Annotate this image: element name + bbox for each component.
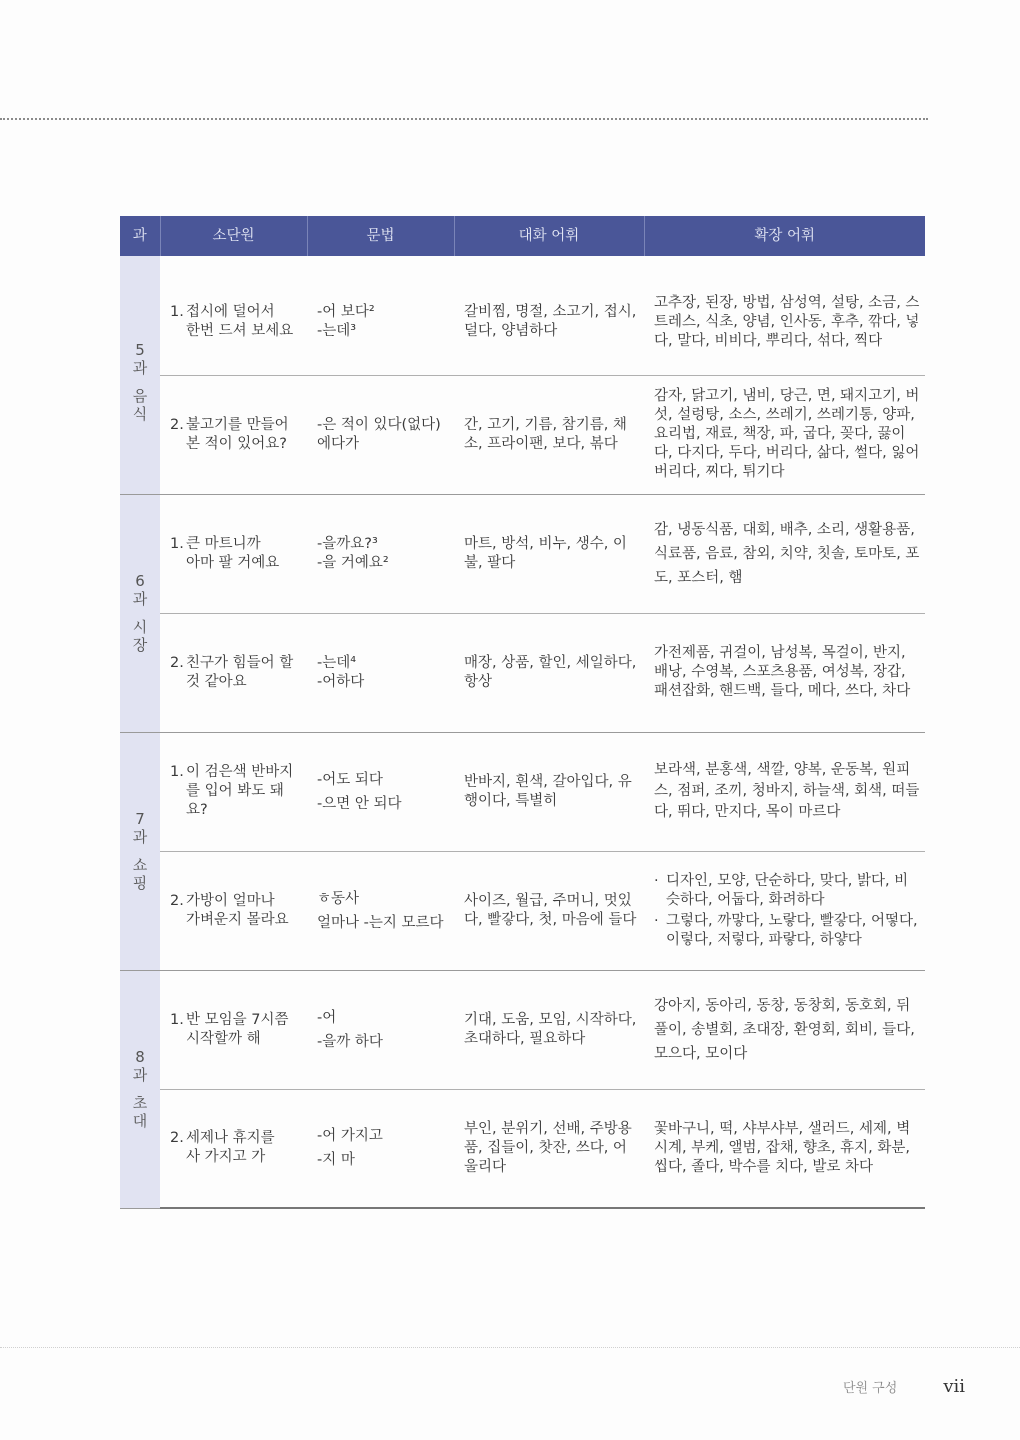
grammar-item: -으면 안 되다	[317, 795, 402, 812]
extended-vocab-text: 강아지, 동아리, 동창, 동창회, 동호회, 뒤풀이, 송별회, 초대장, 환영회, 회비, 들다, 모으다, 모이다	[654, 997, 915, 1062]
lesson-topic-char: 식	[132, 404, 148, 423]
subunit-number: 1.	[170, 764, 184, 780]
extended-vocab-cell	[644, 732, 925, 851]
page-footer	[843, 1376, 965, 1397]
subunit-number: 2.	[170, 416, 184, 433]
subunit-title-line: 요?	[186, 802, 208, 818]
subunit-title-line: 이 검은색 반바지	[186, 764, 294, 780]
grammar-item: -어하다	[317, 673, 365, 690]
dialogue-vocab-cell: 사이즈, 월급, 주머니, 멋있다, 빨갛다, 첫, 마음에 들다	[454, 851, 644, 970]
extended-vocab-text: 그렇다, 까맣다, 노랗다, 빨갛다, 어떻다, 이렇다, 저렇다, 파랗다, 하얗다	[666, 912, 918, 948]
grammar-cell	[307, 256, 454, 375]
subunit-title-line: 큰 마트니까	[186, 535, 261, 552]
grammar-cell	[307, 494, 454, 613]
grammar-item: 얼마나 -는지 모르다	[317, 914, 444, 931]
subunit-title-line: 불고기를 만들어	[186, 416, 289, 433]
subunit-number: 2.	[170, 1130, 184, 1147]
footer-section-label: 단원 구성	[842, 1381, 898, 1396]
grammar-item: -어 보다²	[317, 304, 375, 321]
extended-vocab-cell	[644, 256, 925, 375]
table-row	[120, 375, 925, 494]
header-dialogue-vocab: 대화 어휘	[454, 216, 644, 256]
lesson-cell-7	[120, 732, 160, 970]
extended-vocab-cell	[644, 851, 925, 970]
subunit-number: 1.	[170, 1011, 184, 1028]
subunit-cell	[160, 613, 307, 732]
bullet-dot: ·	[654, 912, 659, 929]
dialogue-vocab-cell: 갈비찜, 명절, 소고기, 접시, 덜다, 양념하다	[454, 256, 644, 375]
lesson-topic-char: 음	[132, 386, 148, 405]
subunit-title-line: 를 입어 봐도 돼	[186, 783, 284, 799]
dialogue-vocab-cell: 매장, 상품, 할인, 세일하다, 항상	[454, 613, 644, 732]
grammar-cell	[307, 375, 454, 494]
dialogue-vocab-cell: 마트, 방석, 비누, 생수, 이불, 팔다	[454, 494, 644, 613]
dialogue-vocab-cell: 기대, 도움, 모임, 시작하다, 초대하다, 필요하다	[454, 970, 644, 1089]
subunit-title-line: 본 적이 있어요?	[186, 435, 287, 452]
subunit-cell	[160, 732, 307, 851]
dialogue-vocab-cell: 부인, 분위기, 선배, 주방용품, 집들이, 찻잔, 쓰다, 어울리다	[454, 1089, 644, 1208]
subunit-number: 2.	[170, 892, 184, 909]
extended-vocab-text: 감자, 닭고기, 냄비, 당근, 면, 돼지고기, 버섯, 설렁탕, 소스, 쓰레기, 쓰레기통, 양파, 요리법, 재료, 책장, 파, 굽다, 꽂다, 끓이다, 다지다, 두다, 버리다, 삶다, 썰다, 잃어버리다, 찌다, 튀기다	[654, 388, 920, 480]
extended-vocab-bullet	[654, 912, 921, 950]
table-row	[120, 970, 925, 1089]
page-number: vii	[943, 1376, 965, 1397]
subunit-number: 1.	[170, 304, 184, 321]
grammar-item: -는데³	[317, 323, 357, 340]
dialogue-vocab-cell: 간, 고기, 기름, 참기름, 채소, 프라이팬, 보다, 볶다	[454, 375, 644, 494]
table-header-row	[120, 216, 925, 256]
lesson-number: 7	[135, 810, 145, 828]
lesson-unit: 과	[132, 590, 148, 608]
subunit-number: 2.	[170, 654, 184, 671]
lesson-number: 6	[135, 572, 145, 590]
grammar-item: ㅎ동사	[317, 890, 360, 907]
table-row	[120, 494, 925, 613]
header-lesson: 과	[120, 216, 160, 256]
extended-vocab-text: 고추장, 된장, 방법, 삼성역, 설탕, 소금, 스트레스, 식초, 양념, 인사동, 후추, 깎다, 넣다, 말다, 비비다, 뿌리다, 섞다, 찍다	[654, 294, 920, 349]
header-extended-vocab: 확장 어휘	[644, 216, 925, 256]
grammar-item: -는데⁴	[317, 654, 357, 671]
extended-vocab-cell	[644, 1089, 925, 1208]
lesson-cell-8	[120, 970, 160, 1208]
subunit-title-line: 사 가지고 가	[186, 1149, 266, 1166]
subunit-title-line: 가벼운지 몰라요	[186, 911, 289, 928]
lesson-number: 8	[135, 1048, 145, 1066]
table-row	[120, 613, 925, 732]
extended-vocab-cell	[644, 613, 925, 732]
subunit-cell	[160, 1089, 307, 1208]
grammar-item: -은 적이 있다(없다)	[317, 416, 441, 433]
lesson-number: 5	[135, 340, 145, 359]
lesson-topic-char: 대	[132, 1112, 148, 1130]
subunit-title-line: 반 모임을 7시쯤	[186, 1011, 289, 1028]
bottom-dotted-rule	[0, 1347, 1020, 1348]
grammar-item: -어 가지고	[317, 1128, 383, 1145]
grammar-item: -을 거예요²	[317, 554, 389, 571]
subunit-title-line: 가방이 얼마나	[186, 892, 275, 909]
header-grammar: 문법	[307, 216, 454, 256]
subunit-title-line: 것 같아요	[186, 673, 247, 690]
extended-vocab-cell	[644, 970, 925, 1089]
extended-vocab-text: 디자인, 모양, 단순하다, 맞다, 밝다, 비슷하다, 어둡다, 화려하다	[666, 872, 909, 908]
grammar-item: -을까 하다	[317, 1033, 383, 1050]
lesson-unit: 과	[132, 828, 148, 846]
grammar-cell	[307, 970, 454, 1089]
subunit-cell	[160, 970, 307, 1089]
grammar-item: -지 마	[317, 1152, 355, 1169]
lesson-cell-5	[120, 256, 160, 494]
lesson-unit: 과	[132, 1066, 148, 1084]
subunit-number: 1.	[170, 535, 184, 552]
lesson-topic-char: 시	[132, 618, 148, 636]
lesson-topic-char: 장	[132, 636, 148, 654]
extended-vocab-cell	[644, 375, 925, 494]
grammar-item: 에다가	[317, 435, 360, 452]
table-row	[120, 851, 925, 970]
subunit-cell	[160, 256, 307, 375]
subunit-title-line: 세제나 휴지를	[186, 1130, 275, 1147]
subunit-cell	[160, 494, 307, 613]
grammar-cell	[307, 1089, 454, 1208]
table-row	[120, 1089, 925, 1208]
subunit-title-line: 접시에 덜어서	[186, 304, 275, 321]
grammar-item: -어도 되다	[317, 771, 383, 788]
lesson-unit: 과	[132, 358, 148, 377]
lesson-topic-char: 쇼	[132, 856, 148, 874]
extended-vocab-text: 보라색, 분홍색, 색깔, 양복, 운동복, 원피스, 점퍼, 조끼, 청바지, 하늘색, 회색, 떠들다, 뛰다, 만지다, 목이 마르다	[654, 762, 920, 820]
subunit-title-line: 한번 드셔 보세요	[186, 323, 294, 340]
grammar-item: -을까요?³	[317, 535, 378, 552]
grammar-cell	[307, 613, 454, 732]
extended-vocab-bullet	[654, 872, 921, 910]
subunit-title-line: 친구가 힘들어 할	[186, 654, 294, 671]
curriculum-table	[120, 216, 925, 1209]
top-dotted-rule	[0, 118, 928, 120]
subunit-cell	[160, 375, 307, 494]
extended-vocab-cell	[644, 494, 925, 613]
grammar-item: -어	[317, 1009, 337, 1026]
table-row	[120, 256, 925, 375]
extended-vocab-text: 감, 냉동식품, 대회, 배추, 소리, 생활용품, 식료품, 음료, 참외, 치약, 칫솔, 토마토, 포도, 포스터, 햄	[654, 521, 920, 586]
extended-vocab-text: 가전제품, 귀걸이, 남성복, 목걸이, 반지, 배낭, 수영복, 스포츠용품, 여성복, 장갑, 패션잡화, 핸드백, 들다, 메다, 쓰다, 차다	[654, 645, 911, 699]
subunit-cell	[160, 851, 307, 970]
lesson-cell-6	[120, 494, 160, 732]
grammar-cell	[307, 851, 454, 970]
subunit-title-line: 아마 팔 거예요	[186, 554, 280, 571]
lesson-topic-char: 초	[132, 1094, 148, 1112]
dialogue-vocab-cell: 반바지, 흰색, 갈아입다, 유행이다, 특별히	[454, 732, 644, 851]
grammar-cell	[307, 732, 454, 851]
bullet-dot: ·	[654, 872, 659, 889]
extended-vocab-text: 꽃바구니, 떡, 샤부샤부, 샐러드, 세제, 벽시계, 부케, 앨범, 잡채, 향초, 휴지, 화분, 씹다, 졸다, 박수를 치다, 발로 차다	[654, 1120, 911, 1175]
table-row	[120, 732, 925, 851]
lesson-topic-char: 핑	[132, 874, 148, 892]
subunit-title-line: 시작할까 해	[186, 1030, 261, 1047]
header-subunit: 소단원	[160, 216, 307, 256]
